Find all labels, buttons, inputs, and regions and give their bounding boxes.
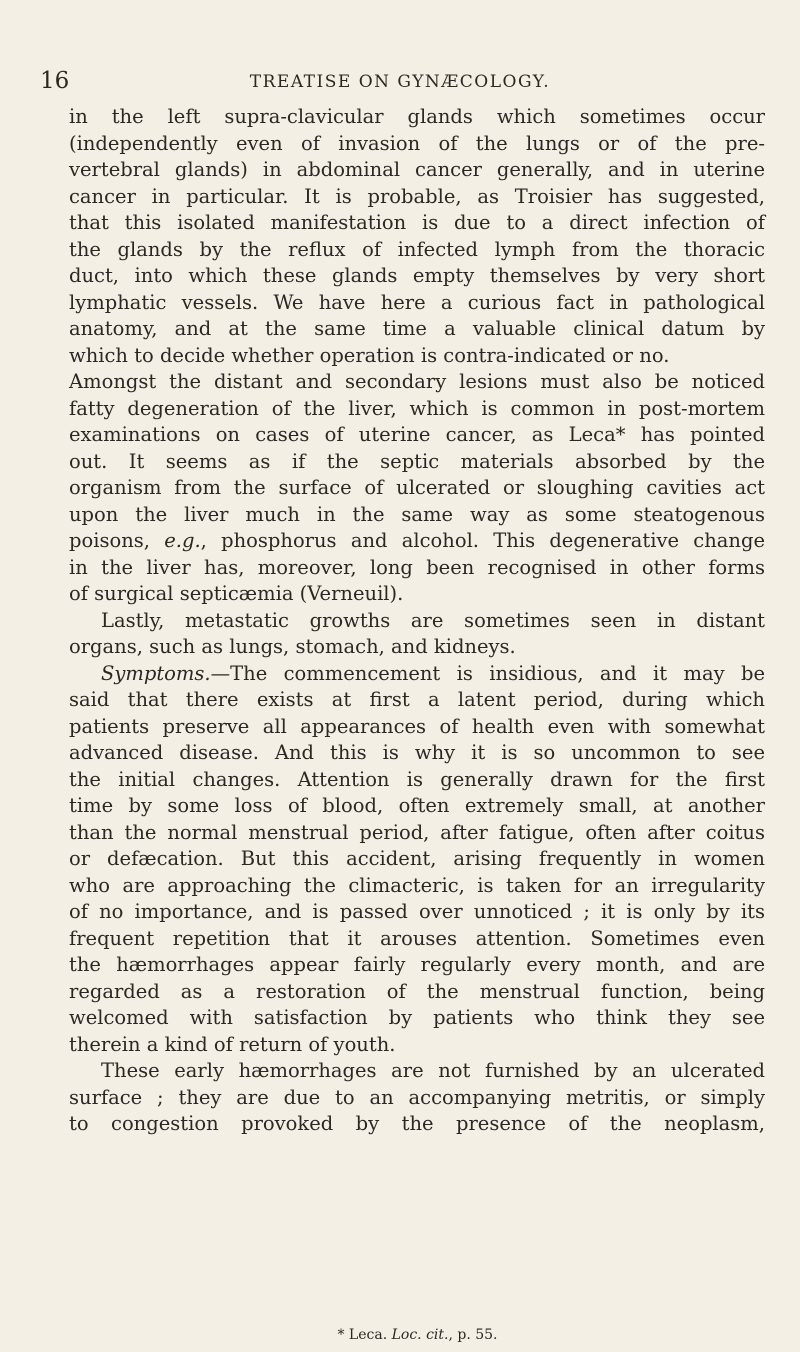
text-line [69,528,765,555]
text-line: duct, into which these glands empty themselves by very short [69,264,765,287]
footnote-author: * Leca. [337,1327,388,1343]
text-fragment: poisons, [69,529,165,552]
text-line: the hæmorrhages appear fairly regularly every month, and are [69,953,765,976]
text-line: the initial changes. Attention is generally drawn for the first [69,767,765,791]
text-line: welcomed with satisfaction by patients who think they see [69,1006,765,1029]
text-line: patients preserve all appearances of health even with somewhat [69,714,765,738]
text-line: which to decide whether operation is contra-indicated or no. [69,343,670,367]
text-line: lymphatic vessels. We have here a curious fact in pathological [69,290,765,314]
running-title: TREATISE ON GYNÆCOLOGY. [249,72,551,92]
text-fragment: , phosphorus and alcohol. This degenerative change [200,529,765,552]
italic-abbreviation: e.g. [164,529,201,552]
body-text [69,104,765,1138]
text-line: (independently even of invasion of the lungs or of the pre- [69,131,765,155]
text-line [69,661,765,688]
footnote [0,1326,800,1344]
text-line: Lastly, metastatic growths are sometimes seen in distant [101,608,765,632]
text-line: vertebral glands) in abdominal cancer generally, and in uterine [69,158,765,181]
text-line: frequent repetition that it arouses attention. Sometimes even [69,926,765,950]
text-line: in the left supra-clavicular glands which sometimes occur [69,105,765,128]
text-line: time by some loss of blood, often extremely small, at another [69,794,765,817]
text-line: than the normal menstrual period, after fatigue, often after coitus [69,820,765,844]
text-line: examinations on cases of uterine cancer, as Leca* has pointed [69,423,765,446]
footnote-page: , p. 55. [448,1327,498,1343]
text-line: surface ; they are due to an accompanying metritis, or simply [69,1085,765,1109]
text-line: in the liver has, moreover, long been recognised in other forms [69,555,765,579]
page-number: 16 [40,68,70,94]
text-line: to congestion provoked by the presence of the neoplasm, [69,1112,765,1135]
text-fragment: —The commencement is insidious, and it may be [210,661,765,685]
section-heading-symptoms: Symptoms. [101,661,211,685]
text-line: These early hæmorrhages are not furnished by an ulcerated [101,1059,765,1082]
text-line: organs, such as lungs, stomach, and kidneys. [69,635,516,658]
text-line: out. It seems as if the septic materials absorbed by the [69,449,765,473]
text-line: who are approaching the climacteric, is taken for an irregularity [69,873,765,897]
text-line: anatomy, and at the same time a valuable clinical datum by [69,317,765,340]
text-line: upon the liver much in the same way as some steatogenous [69,502,765,526]
text-line: cancer in particular. It is probable, as Troisier has suggested, [69,184,765,208]
text-line: advanced disease. And this is why it is so uncommon to see [69,741,765,764]
text-line: Amongst the distant and secondary lesions must also be noticed [69,370,765,393]
text-line: the glands by the reflux of infected lymph from the thoracic [69,237,765,261]
text-line: therein a kind of return of youth. [69,1032,396,1056]
text-line: regarded as a restoration of the menstrual function, being [69,979,765,1003]
footnote-citation: Loc. cit. [391,1327,449,1343]
text-line: or defæcation. But this accident, arising frequently in women [69,847,765,870]
text-line: said that there exists at first a latent period, during which [69,688,765,711]
page-header [40,68,760,94]
text-line: organism from the surface of ulcerated or sloughing cavities act [69,476,765,499]
text-line: that this isolated manifestation is due to a direct infection of [69,211,765,234]
text-line: fatty degeneration of the liver, which is common in post-mortem [69,396,765,420]
text-line: of surgical septicæmia (Verneuil). [69,582,404,605]
text-line: of no importance, and is passed over unnoticed ; it is only by its [69,900,765,923]
